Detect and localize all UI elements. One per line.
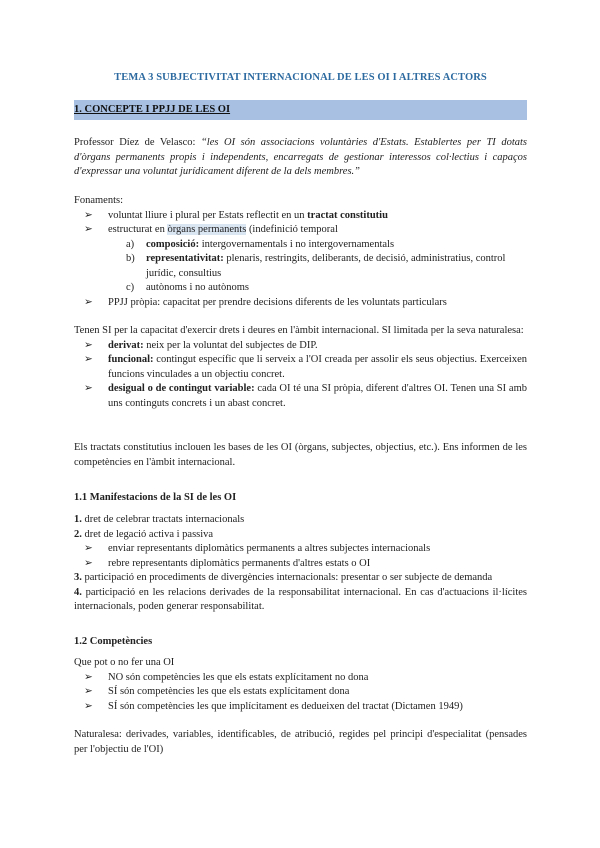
list-item: ➢ voluntat lliure i plural per Estats reflectit en un tractat constitutiu	[74, 209, 527, 224]
arrow-bullet-icon: ➢	[84, 557, 93, 569]
manifestations-list	[74, 513, 527, 615]
list-item: ➢ enviar representants diplomàtics permanents a altres subjectes internacionals	[74, 542, 527, 557]
arrow-bullet-icon: ➢	[84, 700, 93, 712]
arrow-bullet-icon: ➢	[84, 339, 93, 351]
quote-paragraph	[74, 136, 527, 180]
list-item: ➢ SÍ són competències les que els estats explícitament dona	[74, 685, 527, 700]
sub-list-item: c) autònoms i no autònoms	[126, 282, 249, 293]
arrow-bullet-icon: ➢	[84, 671, 93, 683]
list-item: ➢ estructurat en òrgans permanents (indefinició temporal	[74, 223, 527, 238]
sub-list-item: b) representativitat: plenaris, restringits, deliberants, de decisió, administratius, control jurídic, consultius	[126, 253, 506, 279]
tractats-paragraph: Els tractats constitutius inclouen les bases de les OI (òrgans, subjectes, objectius, etc.). Ens informen de les competències en l'àmbit internacional.	[74, 442, 527, 468]
arrow-bullet-icon: ➢	[84, 209, 93, 221]
subsection-heading: 1.2 Competències	[74, 636, 153, 647]
list-item: ➢ NO són competències les que els estats explícitament no dona	[74, 671, 527, 686]
numbered-item: 4. participació en les relacions derivades de la responsabilitat internacional. En cas d'actuacions il·lícites internacionals, poden generar responsabilitat.	[74, 586, 527, 612]
arrow-bullet-icon: ➢	[84, 383, 93, 394]
list-item: ➢ derivat: neix per la voluntat del subjectes de DIP.	[74, 339, 527, 354]
numbered-item: 3. participació en procediments de divergències internacionals: presentar o ser subjecte de demanda	[74, 572, 493, 583]
highlighted-text: òrgans permanents	[167, 224, 247, 235]
subsection-1-2	[74, 635, 527, 650]
arrow-bullet-icon: ➢	[84, 296, 93, 308]
subsection-heading: 1.1 Manifestacions de la SI de les OI	[74, 492, 237, 503]
quote-author: Professor Díez de Velasco:	[74, 137, 201, 148]
quote-text: “les OI són associacions voluntàries d'Estats. Establertes per TI dotats d'òrgans permanents propis i independents, encarregats de gestionar interessos col·lectius i capaços d'expressar una voluntat jurídicament diferent de la dels membres.”	[74, 137, 527, 177]
arrow-bullet-icon: ➢	[84, 354, 93, 365]
list-item: ➢ rebre representants diplomàtics permanents d'altres estats o OI	[74, 557, 527, 572]
list-item: ➢ desigual o de contingut variable: cada OI té una SI pròpia, diferent d'altres OI. Tenen una SI amb uns continguts concrets i un abast concret.	[84, 383, 528, 409]
arrow-bullet-icon: ➢	[84, 543, 93, 554]
subsection-1-1	[74, 491, 527, 506]
competencies-intro: Que pot o no fer una OI	[74, 657, 175, 668]
numbered-item: 2. dret de legació activa i passiva	[74, 528, 214, 540]
list-item: ➢ SÍ són competències les que implícitament es dedueixen del tractat (Dictamen 1949)	[74, 700, 527, 715]
list-item: ➢ PPJJ pròpia: capacitat per prendre decisions diferents de les voluntats particulars	[74, 296, 527, 311]
fonaments-label: Fonaments:	[74, 195, 123, 206]
sub-list-item: a) composició: intergovernamentals i no intergovernamentals	[126, 238, 395, 250]
page-title: TEMA 3 SUBJECTIVITAT INTERNACIONAL DE LES OI I ALTRES ACTORS	[114, 72, 487, 83]
naturalesa-paragraph: Naturalesa: derivades, variables, identificables, de atribució, regides pel principi d'especialitat (pensades per l'objectiu de l'OI)	[74, 729, 527, 755]
nature-paragraph	[74, 324, 527, 411]
section-heading-bar	[74, 100, 527, 120]
section-heading: 1. CONCEPTE I PPJJ DE LES OI	[74, 104, 231, 115]
arrow-bullet-icon: ➢	[84, 686, 93, 697]
nature-intro: Tenen SI per la capacitat d'exercir drets i deures en l'àmbit internacional. SI limitada per la seva naturalesa:	[74, 325, 524, 336]
competencies-list	[74, 656, 527, 714]
arrow-bullet-icon: ➢	[84, 224, 93, 235]
list-item: ➢ funcional: contingut específic que li serveix a l'OI creada per assolir els seus objectius. Exerceixen funcions vinculades a un objectiu concret.	[84, 354, 527, 380]
numbered-item: 1. dret de celebrar tractats internacionals	[74, 514, 245, 525]
fonaments-list	[74, 194, 527, 310]
